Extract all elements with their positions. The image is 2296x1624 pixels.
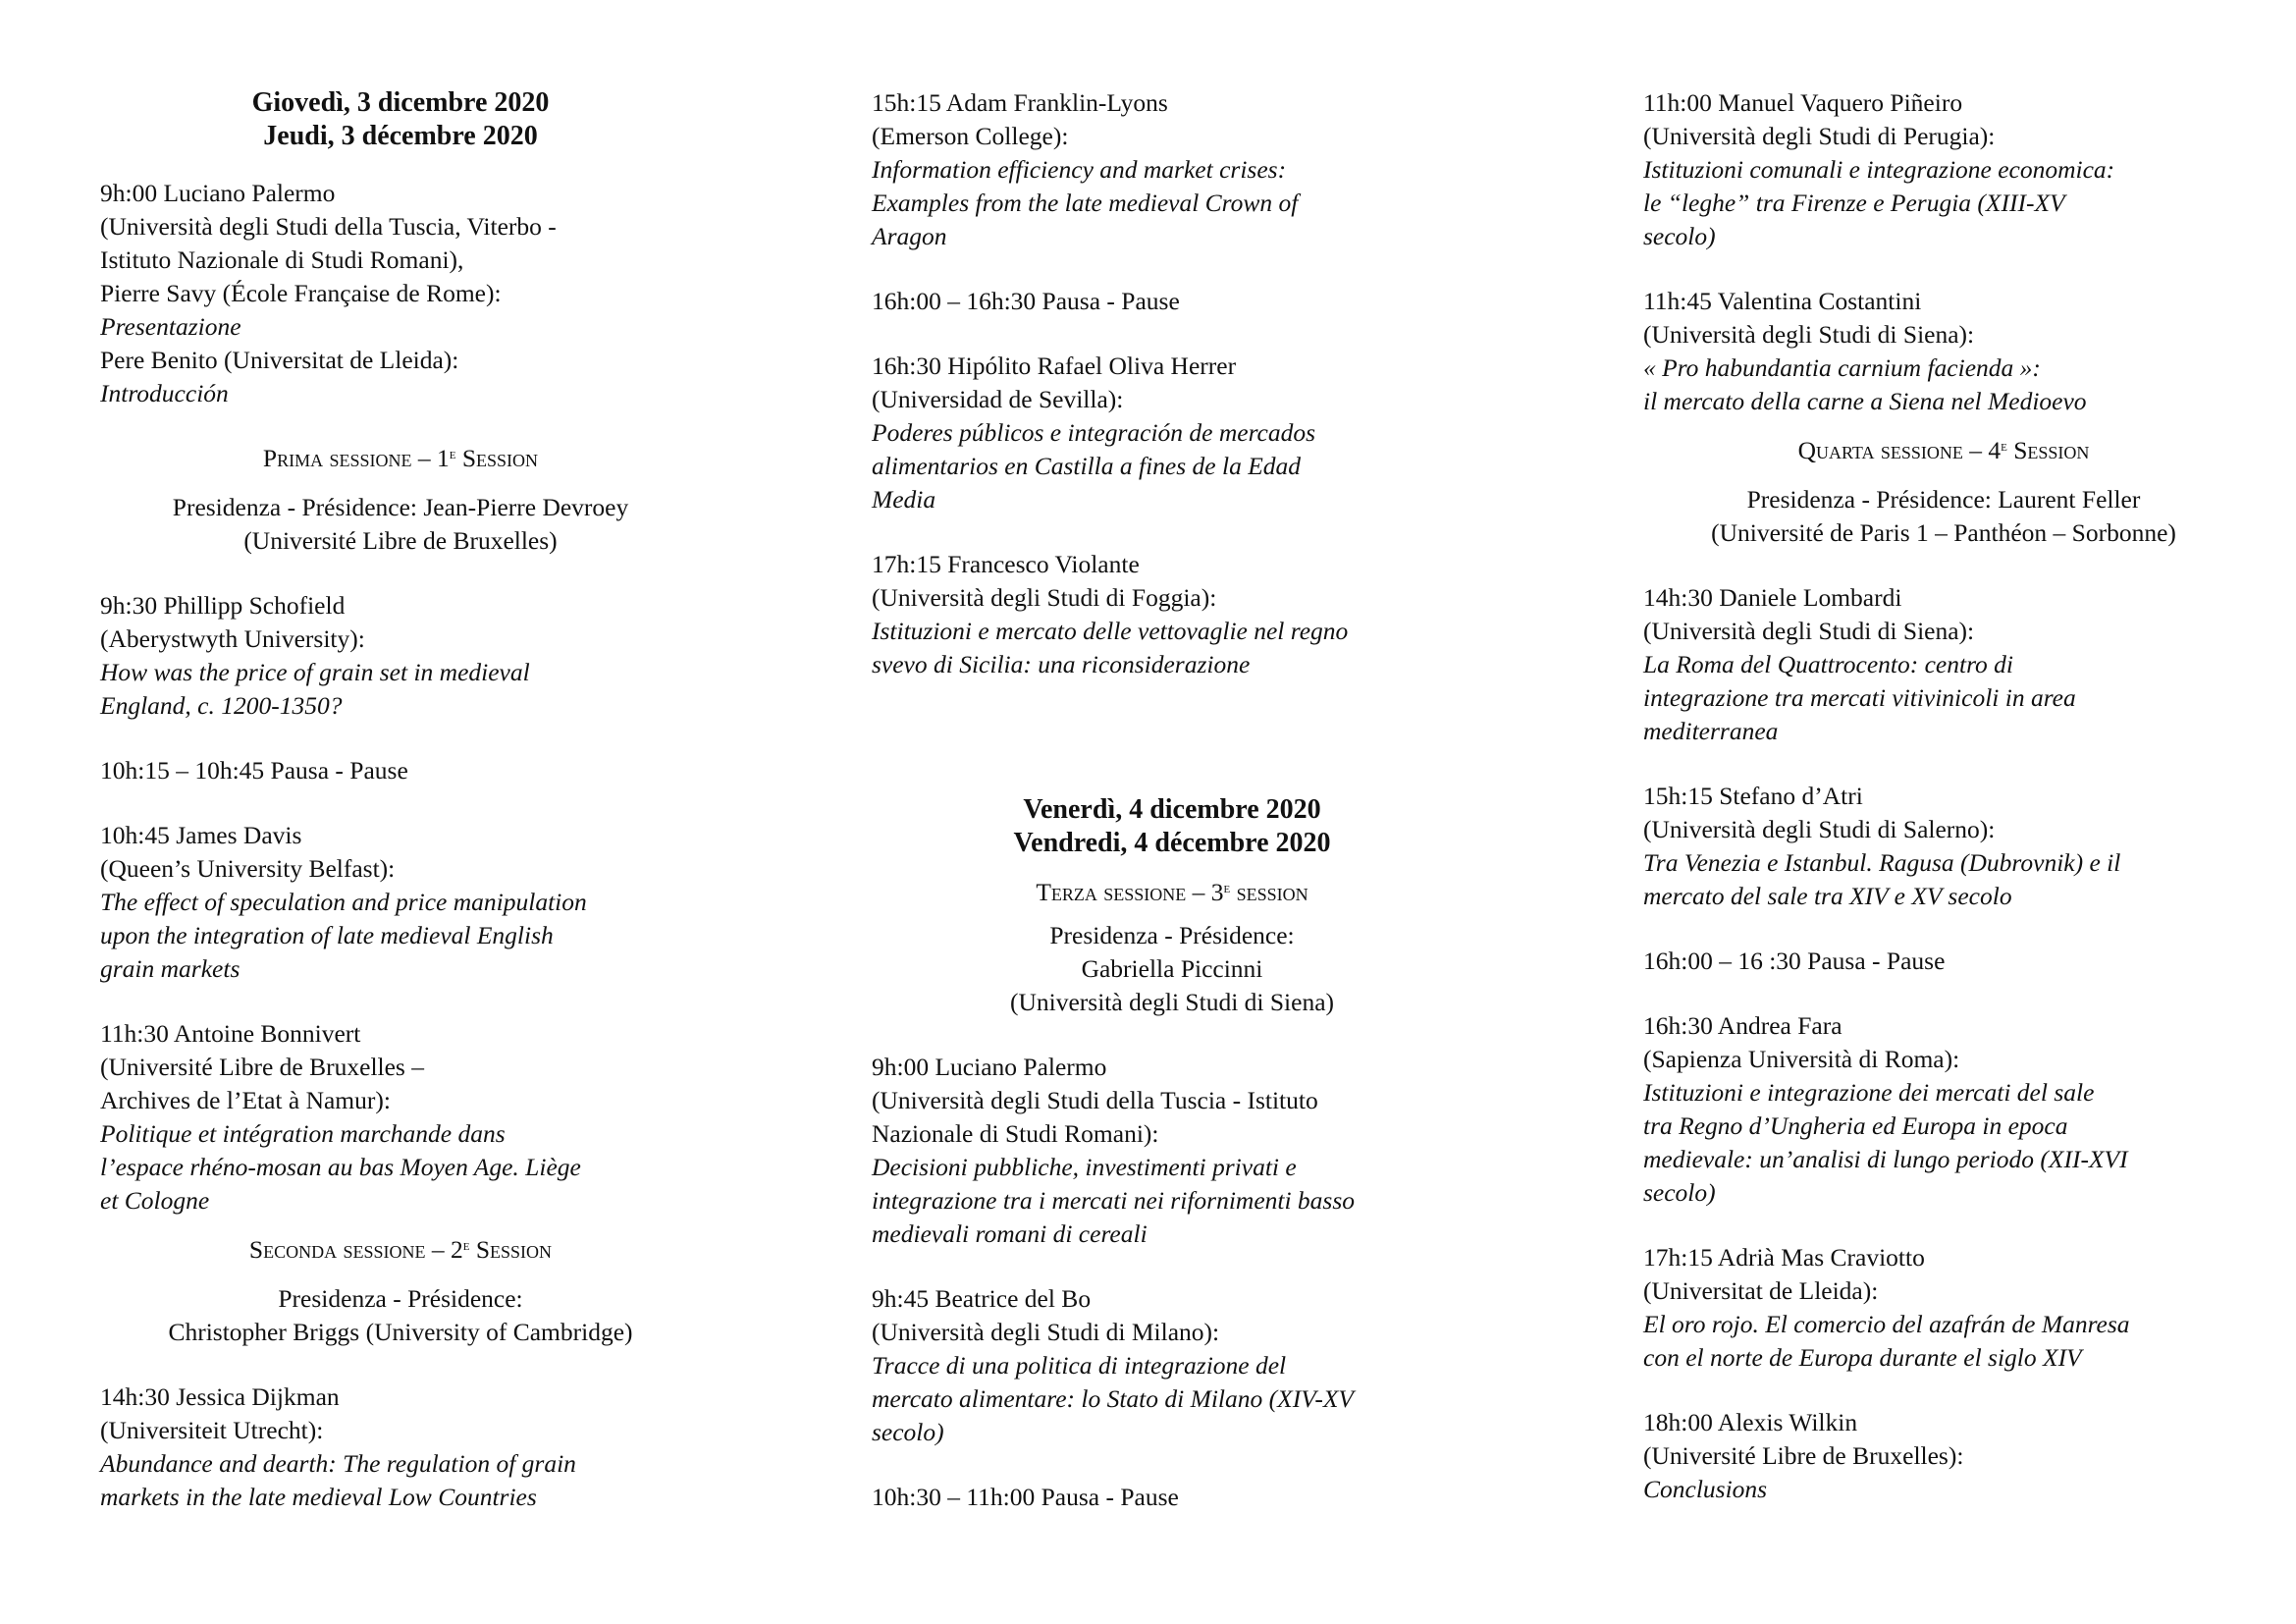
program-line: (Università degli Studi di Siena): [1643, 617, 1975, 645]
spacer [872, 318, 1472, 350]
program-line: 14h:30 Daniele Lombardi [1643, 583, 1902, 612]
program-line: (Université de Paris 1 – Panthéon – Sorbonne) [1711, 518, 2176, 547]
program-line: 9h:45 Beatrice del Bo [872, 1284, 1092, 1313]
program-line: 15h:15 Stefano d’Atri [1643, 782, 1863, 810]
program-line: Venerdì, 4 dicembre 2020 [1023, 794, 1321, 825]
program-line: 14h:30 Jessica Dijkman [100, 1382, 340, 1411]
program-line: 11h:00 Manuel Vaquero Piñeiro [1643, 88, 1963, 117]
spacer [1643, 550, 2244, 581]
spacer [100, 986, 701, 1017]
spacer [1643, 253, 2244, 285]
program-line: Jeudi, 3 décembre 2020 [263, 121, 538, 151]
program-line: Pierre Savy (École Française de Rome): [100, 279, 502, 307]
program-line: secolo) [1643, 222, 1716, 250]
program-line: Poderes públicos e integración de mercados [872, 418, 1316, 447]
program-line: Conclusions [1643, 1475, 1768, 1503]
program-line: 10h:45 James Davis [100, 821, 302, 849]
program-line: The effect of speculation and price manipulation [100, 888, 587, 916]
program-line: (Università degli Studi di Salerno): [1643, 815, 1996, 843]
spacer [100, 153, 701, 177]
program-line: (Universidad de Sevilla): [872, 385, 1124, 413]
program-line: secolo) [872, 1418, 944, 1446]
program-line: Gabriella Piccinni [1081, 954, 1263, 983]
column-right [1643, 86, 2244, 1506]
program-line: (Università degli Studi della Tuscia, Viterbo - [100, 212, 557, 241]
program-line: England, c. 1200-1350? [100, 691, 343, 720]
program-line: Media [872, 485, 936, 514]
program-line: (Universitat de Lleida): [1643, 1276, 1879, 1305]
program-line: il mercato della carne a Siena nel Medioevo [1643, 387, 2087, 415]
program-line: Vendredi, 4 décembre 2020 [1013, 828, 1331, 858]
program-line: (Queen’s University Belfast): [100, 854, 396, 883]
spacer [1643, 748, 2244, 780]
program-line: (Università degli Studi della Tuscia - Istituto [872, 1086, 1318, 1114]
program-line: (Sapienza Università di Roma): [1643, 1045, 1960, 1073]
spacer [100, 723, 701, 754]
program-line: Information efficiency and market crises: [872, 155, 1287, 184]
program-line: Prima sessione – 1e Session [262, 444, 539, 472]
program-line: 15h:15 Adam Franklin-Lyons [872, 88, 1168, 117]
program-line: (Université Libre de Bruxelles): [1643, 1441, 1964, 1470]
program-line: Archives de l’Etat à Namur): [100, 1086, 391, 1114]
program-line: (Università degli Studi di Siena) [1009, 988, 1335, 1016]
spacer [872, 909, 1472, 919]
program-line: (Emerson College): [872, 122, 1069, 150]
spacer [872, 681, 1472, 793]
program-line: 16h:30 Andrea Fara [1643, 1011, 1842, 1040]
program-line: « Pro habundantia carnium facienda »: [1643, 353, 2041, 382]
program-line: medievale: un’analisi di lungo periodo (XII-XVI [1643, 1145, 2128, 1173]
program-line: 17h:15 Francesco Violante [872, 550, 1140, 578]
program-line: Istituzioni e mercato delle vettovaglie nel regno [872, 617, 1349, 645]
spacer [1643, 1210, 2244, 1241]
program-line: Presentazione [100, 312, 241, 341]
spacer [1643, 467, 2244, 483]
program-line: Decisioni pubbliche, investimenti privati e [872, 1153, 1297, 1181]
program-line: 9h:30 Phillipp Schofield [100, 591, 346, 620]
program-line: La Roma del Quattrocento: centro di [1643, 650, 2014, 678]
spacer [100, 1218, 701, 1233]
program-line: Examples from the late medieval Crown of [872, 189, 1299, 217]
spacer [872, 516, 1472, 548]
program-line: Christopher Briggs (University of Cambridge) [168, 1318, 633, 1346]
program-line: grain markets [100, 954, 240, 983]
program-line: mercato alimentare: lo Stato di Milano (XIV-XV [872, 1384, 1355, 1413]
program-line: mercato del sale tra XIV e XV secolo [1643, 882, 2012, 910]
program-line: (Universiteit Utrecht): [100, 1416, 324, 1444]
program-line: 10h:30 – 11h:00 Pausa - Pause [872, 1483, 1179, 1511]
program-line: 10h:15 – 10h:45 Pausa - Pause [100, 756, 408, 785]
program-line: 16h:00 – 16 :30 Pausa - Pause [1643, 947, 1946, 975]
program-line: integrazione tra mercati vitivinicoli in area [1643, 683, 2076, 712]
spacer [100, 475, 701, 491]
program-line: Presidenza - Présidence: Laurent Feller [1746, 485, 2141, 514]
program-line: Presidenza - Présidence: [278, 1284, 523, 1313]
program-line: (Aberystwyth University): [100, 624, 365, 653]
program-line: Introducción [100, 379, 229, 407]
column-thursday [100, 86, 701, 1514]
program-line: Tra Venezia e Istanbul. Ragusa (Dubrovnik) e il [1643, 848, 2121, 877]
spacer [872, 253, 1472, 285]
program-line: 17h:15 Adrià Mas Craviotto [1643, 1243, 1925, 1272]
spacer [100, 1267, 701, 1282]
program-line: l’espace rhéno-mosan au bas Moyen Age. Liège [100, 1153, 581, 1181]
spacer [100, 1349, 701, 1380]
spacer [872, 1449, 1472, 1481]
program-line: secolo) [1643, 1178, 1716, 1207]
program-line: (Università degli Studi di Foggia): [872, 583, 1217, 612]
spacer [872, 1019, 1472, 1051]
program-line: con el norte de Europa durante el siglo XIV [1643, 1343, 2082, 1372]
program-line: How was the price of grain set in medieval [100, 658, 530, 686]
program-line: Istituzioni comunali e integrazione economica: [1643, 155, 2115, 184]
program-line: (Università degli Studi di Siena): [1643, 320, 1975, 349]
program-line: et Cologne [100, 1186, 210, 1215]
program-line: Quarta sessione – 4e Session [1797, 436, 2090, 464]
spacer [872, 860, 1472, 876]
program-line: 9h:00 Luciano Palermo [100, 179, 336, 207]
program-line: (Università degli Studi di Milano): [872, 1318, 1220, 1346]
program-line: (Università degli Studi di Perugia): [1643, 122, 1996, 150]
program-line: 9h:00 Luciano Palermo [872, 1053, 1107, 1081]
spacer [1643, 1375, 2244, 1406]
program-line: Istituzioni e integrazione dei mercati del sale [1643, 1078, 2095, 1107]
program-line: mediterranea [1643, 717, 1779, 745]
spacer [100, 558, 701, 589]
program-line: 16h:00 – 16h:30 Pausa - Pause [872, 287, 1180, 315]
program-line: Pere Benito (Universitat de Lleida): [100, 346, 459, 374]
program-line: El oro rojo. El comercio del azafrán de Manresa [1643, 1310, 2130, 1338]
program-line: 18h:00 Alexis Wilkin [1643, 1408, 1858, 1436]
spacer [100, 410, 701, 442]
program-line: Politique et intégration marchande dans [100, 1119, 506, 1148]
program-line: (Université Libre de Bruxelles) [243, 526, 558, 555]
program-line: Abundance and dearth: The regulation of grain [100, 1449, 576, 1478]
program-line: 11h:45 Valentina Costantini [1643, 287, 1922, 315]
spacer [1643, 978, 2244, 1009]
program-line: Presidenza - Présidence: Jean-Pierre Devroey [172, 493, 629, 521]
program-line: Nazionale di Studi Romani): [872, 1119, 1159, 1148]
program-line: upon the integration of late medieval English [100, 921, 554, 949]
spacer [1643, 418, 2244, 434]
program-line: Terza sessione – 3e session [1036, 878, 1308, 906]
program-line: integrazione tra i mercati nei rifornimenti basso [872, 1186, 1356, 1215]
program-line: 16h:30 Hipólito Rafael Oliva Herrer [872, 352, 1237, 380]
program-line: alimentarios en Castilla a fines de la Edad [872, 452, 1302, 480]
program-line: (Université Libre de Bruxelles – [100, 1053, 424, 1081]
program-line: tra Regno d’Ungheria ed Europa in epoca [1643, 1111, 2068, 1140]
program-line: 11h:30 Antoine Bonnivert [100, 1019, 361, 1048]
spacer [1643, 913, 2244, 945]
spacer [872, 1251, 1472, 1282]
program-line: le “leghe” tra Firenze e Perugia (XIII-XV [1643, 189, 2065, 217]
program-line: Seconda sessione – 2e Session [248, 1235, 553, 1264]
program-line: svevo di Sicilia: una riconsiderazione [872, 650, 1251, 678]
program-line: markets in the late medieval Low Countries [100, 1483, 537, 1511]
program-line: medievali romani di cereali [872, 1219, 1148, 1248]
program-line: Giovedì, 3 dicembre 2020 [251, 87, 550, 118]
column-middle [872, 86, 1472, 1514]
spacer [100, 787, 701, 819]
program-line: Tracce di una politica di integrazione del [872, 1351, 1287, 1380]
program-line: Aragon [872, 222, 947, 250]
program-line: Istituto Nazionale di Studi Romani), [100, 245, 464, 274]
program-line: Presidenza - Présidence: [1049, 921, 1295, 949]
